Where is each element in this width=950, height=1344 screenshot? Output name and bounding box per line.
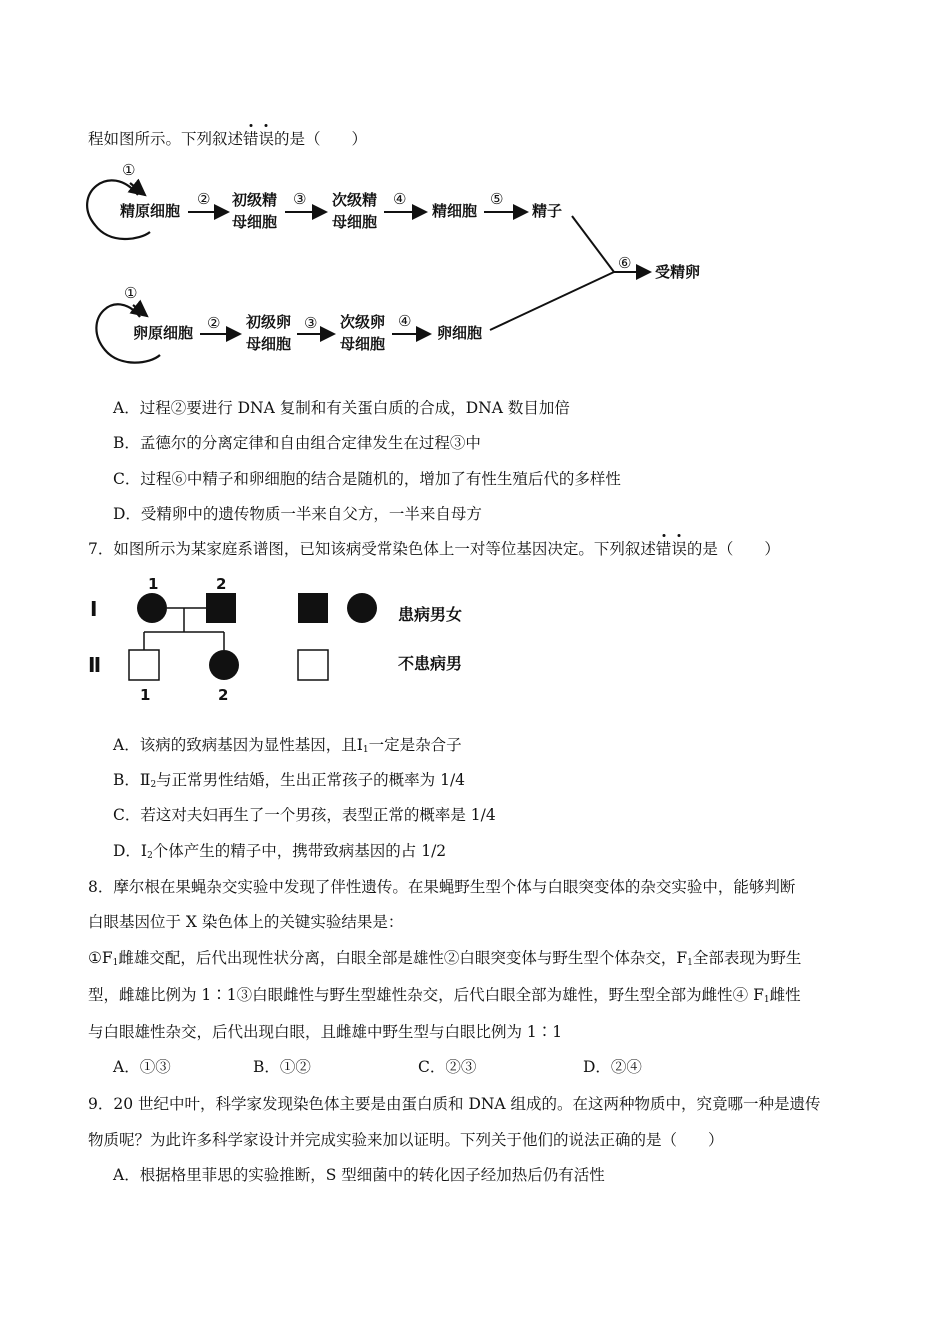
q9-line-1: 9．20 世纪中叶，科学家发现染色体主要是由蛋白质和 DNA 组成的。在这两种物质中，究竟哪一种是遗传 xyxy=(88,1095,821,1113)
q7-stem-text: 7．如图所示为某家庭系谱图，已知该病受常染色体上一对等位基因决定。下列叙述 xyxy=(88,540,656,558)
q8-line-3: $①F_1$雌雄交配，后代出现性状分离，白眼全部是雄性②白眼突变体与野生型个体杂交，$F_1$全部表现为野生 xyxy=(88,949,802,968)
ii2-number: 2 xyxy=(218,686,229,704)
i1-number: 1 xyxy=(148,575,159,593)
i2-affected-male xyxy=(206,593,236,623)
egg-to-zygote-line xyxy=(490,272,614,330)
q8-line-1: 8．摩尔根在果蝇杂交实验中发现了伴性遗传。在果蝇野生型个体与白眼突变体的杂交实验中，能够判断 xyxy=(88,878,796,896)
spermatid-label: 精细胞 xyxy=(432,202,478,220)
secondary-oocyte-l2: 母细胞 xyxy=(340,335,386,353)
primary-spermatocyte-l2: 母细胞 xyxy=(232,213,278,231)
secondary-spermatocyte-l1: 次级精 xyxy=(332,191,378,209)
q7-stem xyxy=(88,538,780,560)
legend-affected-male xyxy=(298,593,328,623)
q6-option-B: B．孟德尔的分离定律和自由组合定律发生在过程③中 xyxy=(113,434,481,452)
i2-number: 2 xyxy=(216,575,227,593)
q8-option-D: D．②④ xyxy=(583,1058,642,1076)
primary-oocyte-l2: 母细胞 xyxy=(246,335,292,353)
i1-affected-female xyxy=(137,593,167,623)
q9-option-A: A．根据格里菲思的实验推断，S 型细菌中的转化因子经加热后仍有活性 xyxy=(113,1166,605,1184)
q9-line-2: 物质呢？为此许多科学家设计并完成实验来加以证明。下列关于他们的说法正确的是（ ） xyxy=(88,1131,724,1149)
q8-option-A: A．①③ xyxy=(113,1058,171,1076)
step-5-label: ⑤ xyxy=(490,190,504,208)
step-4-label-egg: ④ xyxy=(398,312,412,330)
zygote-label: 受精卵 xyxy=(655,263,701,281)
q7-option-B: B．$Ⅱ_2$与正常男性结婚，生出正常孩子的概率为 1/4 xyxy=(113,771,466,790)
legend-affected-label: 患病男女 xyxy=(398,605,463,624)
q8-line-5: 与白眼雄性杂交，后代出现白眼，且雌雄中野生型与白眼比例为 1∶1 xyxy=(88,1023,563,1041)
step-3-label-egg: ③ xyxy=(304,314,318,332)
q8-line-4: 型，雌雄比例为 1∶1③白眼雌性与野生型雄性杂交，后代白眼全部为雄性，野生型全部为雌性④ $F_1$雌性 xyxy=(88,986,801,1005)
ii1-number: 1 xyxy=(140,686,151,704)
generation-I: Ⅰ xyxy=(90,597,98,621)
q7-stem-tail: 的是（ ） xyxy=(686,540,780,558)
q6-option-D: D．受精卵中的遗传物质一半来自父方，一半来自母方 xyxy=(113,505,482,523)
q7-option-D: D．$Ⅰ_2$个体产生的精子中，携带致病基因的占 1/2 xyxy=(113,842,447,861)
q7-option-A: A．该病的致病基因为显性基因，且$Ⅰ_1$一定是杂合子 xyxy=(113,736,462,755)
step-4-label: ④ xyxy=(393,190,407,208)
egg-label: 卵细胞 xyxy=(437,324,483,342)
oogonium-label: 卵原细胞 xyxy=(133,324,194,342)
secondary-spermatocyte-l2: 母细胞 xyxy=(332,213,378,231)
step-1-label: ① xyxy=(122,161,136,179)
primary-oocyte-l1: 初级卵 xyxy=(246,313,292,331)
ii2-affected-female xyxy=(209,650,239,680)
emphasis-char: 错 xyxy=(243,130,259,148)
sperm-label: 精子 xyxy=(532,202,563,220)
generation-II: Ⅱ xyxy=(88,653,102,677)
q6-stem-text: 程如图所示。下列叙述 xyxy=(88,130,244,148)
ii1-normal-male xyxy=(129,650,159,680)
primary-spermatocyte-l1: 初级精 xyxy=(232,191,278,209)
step-3-label: ③ xyxy=(293,190,307,208)
legend-normal-male xyxy=(298,650,328,680)
q6-option-C: C．过程⑥中精子和卵细胞的结合是随机的，增加了有性生殖后代的多样性 xyxy=(113,470,621,488)
q6-option-A: A．过程②要进行 DNA 复制和有关蛋白质的合成，DNA 数目加倍 xyxy=(113,399,570,417)
step-6-label: ⑥ xyxy=(618,254,632,272)
step-1-label-egg: ① xyxy=(124,284,138,302)
emphasis-char: 误 xyxy=(671,540,687,558)
q7-option-C: C．若这对夫妇再生了一个男孩，表型正常的概率是 1/4 xyxy=(113,806,496,824)
legend-affected-female xyxy=(347,593,377,623)
q6-stem-tail: 的是（ ） xyxy=(274,130,368,148)
emphasis-char: 错 xyxy=(655,540,672,558)
q8-option-B: B．①② xyxy=(253,1058,311,1076)
step-2-label: ② xyxy=(197,190,211,208)
secondary-oocyte-l1: 次级卵 xyxy=(340,313,386,331)
emphasis-char: 误 xyxy=(258,130,275,148)
sperm-to-zygote-line xyxy=(572,216,614,272)
step-2-label-egg: ② xyxy=(207,314,221,332)
legend-normal-label: 不患病男 xyxy=(398,654,463,673)
q8-option-C: C．②③ xyxy=(418,1058,477,1076)
spermatogonium-label: 精原细胞 xyxy=(120,202,181,220)
q8-line-2: 白眼基因位于 X 染色体上的关键实验结果是： xyxy=(88,913,404,931)
